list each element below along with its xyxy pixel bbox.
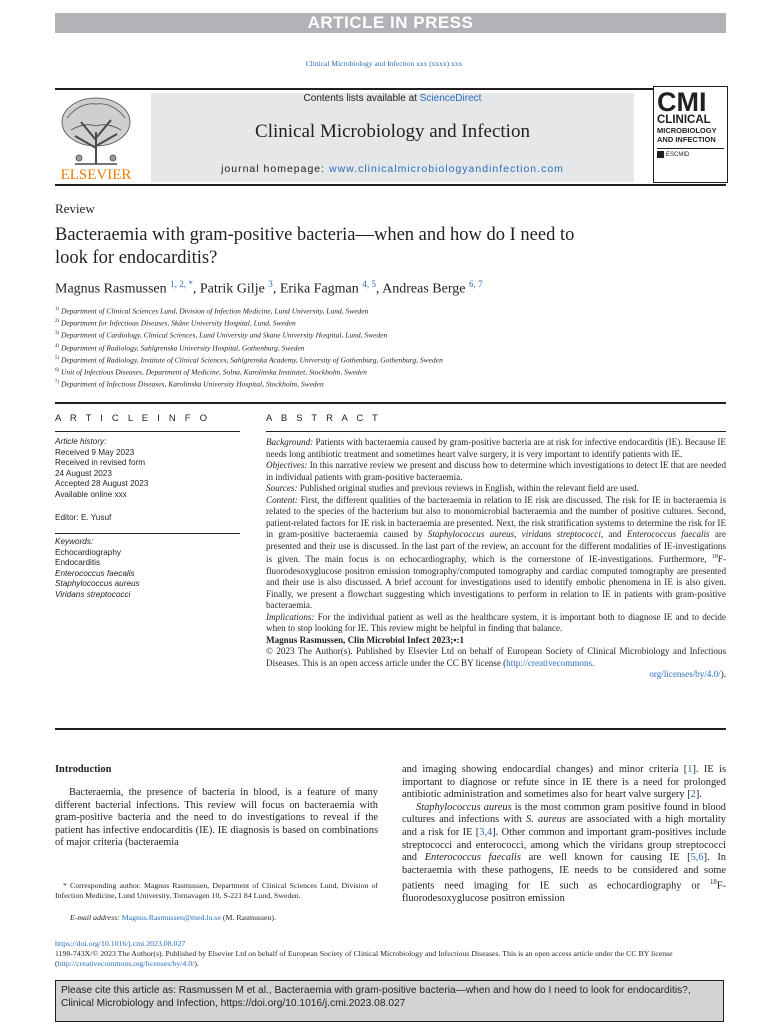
body-text: F-fluorodesoxyglucose positron emission [402, 880, 726, 905]
abstract-heading: A B S T R A C T [266, 413, 382, 424]
history-line: Available online xxx [55, 489, 127, 499]
email-suffix: (M. Rasmussen). [222, 913, 276, 922]
cmi-logo-line1: CLINICAL [657, 114, 711, 126]
author-email-link[interactable]: Magnus.Rasmussen@med.lu.se [121, 913, 221, 922]
abstract-label: Sources: [266, 483, 298, 493]
reference-link[interactable]: 3,4 [479, 826, 493, 838]
escmid-text: ESCMID [666, 151, 690, 158]
intro-paragraph [402, 764, 726, 802]
history-line: Accepted 28 August 2023 [55, 479, 149, 488]
author-affiliation-marks[interactable]: 3 [268, 279, 273, 289]
abstract-text: , and [600, 529, 622, 539]
article-info-rule [55, 431, 240, 432]
journal-citation-line[interactable]: Clinical Microbiology and Infection xxx (xxxx) xxx [305, 59, 463, 68]
affiliation-number: 6) [55, 368, 60, 374]
isotope-superscript: 18 [712, 554, 718, 560]
affiliation-item [55, 329, 725, 341]
affiliation-text: Department of Cardiology, Clinical Sciences, Lund University and Skane University Hospital, Lund, Sweden [60, 330, 388, 340]
abstract-bottom-rule [55, 728, 726, 730]
reference-link[interactable]: 1 [687, 764, 693, 775]
legal-notice [55, 949, 727, 970]
author-list: Magnus Rasmussen $^{1, 2, *}$, Patrik Gilje $^3$, Erika Fagman $^{4, 5}$, Andreas Berge $^{6, 7}$ [55, 279, 483, 297]
affiliation-text: Department of Clinical Sciences Lund, Division of Infection Medicine, Lund University, Lund, Sweden [60, 306, 369, 316]
abstract-text: Published original studies and previous reviews in English, within the relevant field are used. [299, 483, 639, 493]
body-text: is the most common gram positive found in blood cultures and infections with [402, 801, 726, 826]
legal-text: 1198-743X/© 2023 The Author(s). Published by Elsevier Ltd on behalf of European Society of Clinical Microbiology and Infectious Diseases. This is an open access article under the CC BY license ( [55, 949, 673, 969]
abstract-sources [266, 483, 726, 495]
article-info-heading: A R T I C L E I N F O [55, 413, 211, 424]
cmi-logo-line3: AND INFECTION [657, 135, 716, 144]
body-text: are associated with a high mortality and a risk for IE [ [402, 814, 726, 838]
species-name: Enterococcus faecalis [424, 852, 521, 864]
author-affiliation-marks[interactable]: 6, 7 [468, 279, 483, 289]
abstract-text: F-fluorodesoxyglucose positron emission tomography/computed tomography and cardiac computed tomography are presented and their use is also discussed. A brief account for investigations used to identify embolic phenomena in IE is also given. Finally, we present a flowchart suggesting which investigations to perform in relation to IE in patients with gram-positive bacteraemia. [266, 554, 726, 611]
copyright-end: ). [720, 669, 726, 680]
author-name: Erika Fagman [279, 281, 359, 297]
author-name: Andreas Berge [382, 281, 466, 297]
header-top-rule [55, 88, 726, 90]
copyright-text: © 2023 The Author(s). Published by Elsevier Ltd on behalf of European Society of Clinical Microbiology and Infectious Diseases. This is an open access article under the CC BY license ( [266, 646, 726, 668]
introduction-heading: Introduction [55, 764, 112, 775]
affiliation-item [55, 305, 725, 317]
abstract-label: Objectives: [266, 460, 308, 470]
history-line: 24 August 2023 [55, 468, 112, 478]
license-link[interactable]: http://creativecommons. [506, 657, 595, 668]
affiliation-item [55, 378, 725, 390]
keywords-block [55, 537, 240, 600]
history-line: Received in revised form [55, 458, 146, 467]
intro-paragraph [402, 802, 726, 906]
editor-line: Editor: E. Yusuf [55, 513, 112, 522]
sciencedirect-link[interactable]: ScienceDirect [419, 93, 482, 104]
elsevier-tree-logo [55, 92, 137, 182]
affiliations-list [55, 305, 725, 390]
info-top-rule [55, 402, 726, 404]
affiliation-number: 3) [55, 331, 60, 337]
history-label: Article history: [55, 437, 107, 446]
corresponding-author-footnote: * Corresponding author. Magnus Rasmussen, Department of Clinical Sciences Lund, Division of Infection Medicine, Lund University, Tornavagen 10, S-221 84 Lund, Sweden. [55, 881, 378, 901]
keywords-rule [55, 533, 240, 534]
cmi-journal-logo [653, 86, 728, 183]
keyword: Staphylococcus aureus [55, 579, 140, 588]
article-title [55, 224, 695, 270]
cmi-logo-line2: MICROBIOLOGY [657, 126, 717, 135]
abstract-text: First, the different qualities of the bacteraemia in relation to IE risk are discussed. The risk for IE in bacteraemia is related to the species of the bacterium but also to monomicrobial bacteraemia and the number of positive cultures. Second, patient-related factors for IE risk in bacteraemia are presented. Next, the risk stratification systems to determine the risk for IE in gram-positive bacteraemia caused by [266, 494, 726, 539]
species-name: Staphylococcus aureus [416, 801, 512, 813]
article-title-line2: look for endocarditis? [55, 248, 218, 268]
abstract-text: are presented and their use is discussed. In the last part of the review, an account for the different modalities of IE-investigations is given. The main focus is on echocardiography, which is the cornerstone of IE-investigations. Furthermore, [266, 529, 726, 565]
author-affiliation-marks[interactable]: 4, 5 [362, 279, 376, 289]
species-name: S. aureus [526, 814, 566, 826]
author-name: Patrik Gilje [199, 281, 265, 297]
isotope-superscript: 18 [709, 879, 717, 887]
keyword: Enterococcus faecalis [55, 568, 135, 578]
contents-prefix: Contents lists available at [303, 93, 417, 104]
affiliation-text: Unit of Infectious Diseases, Department of Medicine, Solna, Karolinska Institutet, Stockholm, Sweden [60, 367, 367, 377]
abstract-content [266, 495, 726, 612]
abstract-label: Implications: [266, 611, 315, 622]
doi-link[interactable]: https://doi.org/10.1016/j.cmi.2023.08.027 [55, 939, 186, 948]
escmid-badge [657, 148, 724, 158]
affiliation-number: 5) [55, 355, 60, 361]
affiliation-item [55, 354, 725, 366]
keyword: Echocardiography [55, 547, 121, 557]
abstract-citation: Magnus Rasmussen, Clin Microbiol Infect 2023;▪:1 [266, 634, 465, 645]
body-text: ]. In bacteraemia with these pathogens, IE needs to be considered and some patients need imaging for IE such as echocardiography or [402, 852, 726, 892]
body-text: ]. [695, 789, 702, 801]
affiliation-number: 7) [55, 380, 60, 386]
affiliation-number: 2) [55, 319, 60, 325]
body-text: ]. Other common and important gram-positives include streptococci and enterococci, among which the viridans group streptococci and [402, 826, 726, 864]
article-title-line1: Bacteraemia with gram-positive bacteria—when and how do I need to [55, 225, 575, 245]
homepage-prefix: journal homepage: [221, 163, 326, 175]
elsevier-wordmark: ELSEVIER [60, 167, 132, 182]
cite-this-article-box: Please cite this article as: Rasmussen M et al., Bacteraemia with gram-positive bacteria—when and how do I need to look for endocarditis?, Clinical Microbiology and Infection, https://doi.org/10.1016/j.cmi.2023.08.027 [55, 980, 724, 1022]
affiliation-number: 1) [55, 307, 60, 312]
header-bottom-rule [55, 184, 726, 186]
affiliation-text: Department for Infectious Diseases, Skåne University Hospital, Lund, Sweden [60, 318, 296, 328]
journal-homepage-link[interactable]: www.clinicalmicrobiologyandinfection.com [328, 163, 564, 175]
abstract-text: , [514, 529, 517, 539]
journal-title: Clinical Microbiology and Infection [255, 121, 530, 142]
abstract-rule [266, 431, 726, 432]
affiliation-text: Department of Radiology, Institute of Clinical Sciences, Sahlgrenska Academy, University of Gothenburg, Gothenburg, Sweden [60, 355, 443, 365]
article-type-label: Review [55, 201, 95, 216]
contents-list-line [151, 93, 634, 104]
legal-end: ). [194, 959, 199, 969]
intro-paragraph: Bacteraemia, the presence of bacteria in blood, is a feature of many different bacterial infections. This review will focus on bacteraemia with gram-positive bacteria and the need to do investigations to reveal if the patient has infective endocarditis (IE). IE diagnosis is based on combinations of major criteria (bacteraemia [55, 787, 378, 849]
species-name: Enterococcus faecalis [626, 529, 710, 539]
keyword: Viridans streptococci [55, 589, 131, 599]
abstract-implications [266, 612, 726, 635]
abstract-text: In this narrative review we present and discuss how to determine which investigations to detect IE that are needed in individual patients with gram-positive bacteraemia. [266, 460, 727, 482]
affiliation-item [55, 317, 725, 329]
body-text: and imaging showing endocardial changes) and minor criteria [ [402, 764, 688, 775]
abstract-label: Background: [266, 437, 314, 447]
legal-license-link[interactable]: http://creativecommons.org/licenses/by/4.0/ [57, 959, 195, 969]
author-affiliation-marks[interactable]: 1, 2, * [170, 279, 193, 289]
body-text: ]. IE is important to diagnose or refute since in IE there is a need for prolonged antibiotic administration and sometimes also for heart valve surgery [ [402, 764, 726, 801]
article-history [55, 437, 240, 500]
email-footnote [70, 913, 276, 923]
abstract-background [266, 437, 726, 460]
reference-link[interactable]: 5,6 [690, 852, 704, 864]
intro-right-column [402, 764, 726, 906]
species-name: Staphylococcus aureus [427, 529, 515, 539]
escmid-icon [657, 151, 664, 158]
keywords-label: Keywords: [55, 537, 94, 546]
abstract-body [266, 437, 726, 681]
license-link-continued[interactable]: org/licenses/by/4.0/ [649, 669, 721, 680]
abstract-label: Content: [266, 494, 298, 505]
abstract-copyright [266, 646, 726, 681]
affiliation-item [55, 366, 725, 378]
affiliation-number: 4) [55, 343, 60, 349]
article-in-press-banner: ARTICLE IN PRESS [55, 13, 726, 33]
affiliation-text: Department of Infectious Diseases, Karolinska University Hospital, Stockholm, Sweden [60, 379, 324, 389]
abstract-text: For the individual patient as well as the healthcare system, it is important both to diagnose IE and to decide when to stop looking for IE. This review might be helpful in finding that balance. [266, 611, 726, 634]
journal-homepage-line [151, 163, 634, 175]
author-name: Magnus Rasmussen [55, 281, 167, 297]
email-label: E-mail address: [70, 913, 120, 922]
reference-link[interactable]: 2 [690, 789, 696, 801]
body-text: are well known for causing IE [ [528, 852, 691, 864]
affiliation-text: Department of Radiology, Sahlgrenska University Hospital, Gothenburg, Sweden [60, 343, 305, 353]
cmi-logo-big: CMI [657, 87, 707, 117]
abstract-text: Patients with bacteraemia caused by gram-positive bacteria are at risk for infective endocarditis (IE). Because IE needs long antibiotic treatment and sometimes heart valve surgery, it is very important to identify patients with IE. [266, 437, 726, 459]
abstract-objectives [266, 460, 726, 483]
history-line: Received 9 May 2023 [55, 447, 135, 457]
intro-left-column [55, 787, 378, 850]
keyword: Endocarditis [55, 558, 101, 567]
species-name: viridans streptococci [521, 529, 601, 539]
affiliation-item [55, 342, 725, 354]
